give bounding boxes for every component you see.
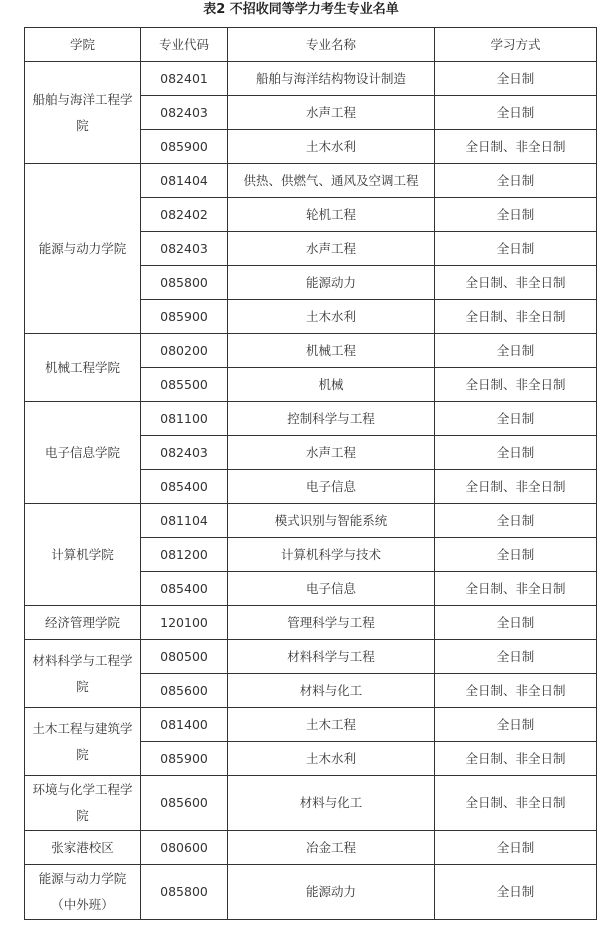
code-cell: 080600: [141, 831, 228, 865]
code-cell: 082403: [141, 232, 228, 266]
name-cell: 管理科学与工程: [228, 606, 435, 640]
mode-cell: 全日制、非全日制: [435, 776, 597, 831]
mode-cell: 全日制: [435, 334, 597, 368]
code-cell: 085400: [141, 470, 228, 504]
table-row: [25, 708, 597, 742]
mode-cell: 全日制、非全日制: [435, 130, 597, 164]
header-name: 专业名称: [228, 28, 435, 62]
mode-cell: 全日制、非全日制: [435, 266, 597, 300]
mode-cell: 全日制: [435, 538, 597, 572]
college-cell: 船舶与海洋工程学院: [25, 62, 141, 164]
name-cell: 水声工程: [228, 436, 435, 470]
code-cell: 085800: [141, 266, 228, 300]
mode-cell: 全日制、非全日制: [435, 674, 597, 708]
mode-cell: 全日制: [435, 865, 597, 920]
mode-cell: 全日制: [435, 436, 597, 470]
college-cell: 经济管理学院: [25, 606, 141, 640]
mode-cell: 全日制、非全日制: [435, 300, 597, 334]
name-cell: 船舶与海洋结构物设计制造: [228, 62, 435, 96]
code-cell: 085900: [141, 130, 228, 164]
college-cell: 土木工程与建筑学院: [25, 708, 141, 776]
code-cell: 085900: [141, 742, 228, 776]
header-mode: 学习方式: [435, 28, 597, 62]
mode-cell: 全日制、非全日制: [435, 742, 597, 776]
college-cell: 材料科学与工程学院: [25, 640, 141, 708]
mode-cell: 全日制: [435, 96, 597, 130]
mode-cell: 全日制、非全日制: [435, 470, 597, 504]
name-cell: 材料科学与工程: [228, 640, 435, 674]
table-body: [25, 62, 597, 920]
name-cell: 材料与化工: [228, 674, 435, 708]
code-cell: 082403: [141, 96, 228, 130]
table-row: [25, 164, 597, 198]
college-cell: 能源与动力学院（中外班）: [25, 865, 141, 920]
name-cell: 电子信息: [228, 572, 435, 606]
header-college: 学院: [25, 28, 141, 62]
name-cell: 轮机工程: [228, 198, 435, 232]
table-row: [25, 640, 597, 674]
mode-cell: 全日制、非全日制: [435, 368, 597, 402]
name-cell: 机械: [228, 368, 435, 402]
mode-cell: 全日制: [435, 708, 597, 742]
name-cell: 土木工程: [228, 708, 435, 742]
table-title: 表2 不招收同等学力考生专业名单: [203, 2, 399, 17]
mode-cell: 全日制: [435, 62, 597, 96]
mode-cell: 全日制: [435, 831, 597, 865]
mode-cell: 全日制: [435, 504, 597, 538]
table-row: [25, 831, 597, 865]
mode-cell: 全日制: [435, 640, 597, 674]
name-cell: 供热、供燃气、通风及空调工程: [228, 164, 435, 198]
name-cell: 水声工程: [228, 232, 435, 266]
code-cell: 082401: [141, 62, 228, 96]
name-cell: 水声工程: [228, 96, 435, 130]
code-cell: 080200: [141, 334, 228, 368]
code-cell: 120100: [141, 606, 228, 640]
header-code: 专业代码: [141, 28, 228, 62]
name-cell: 能源动力: [228, 865, 435, 920]
college-cell: 能源与动力学院: [25, 164, 141, 334]
code-cell: 085800: [141, 865, 228, 920]
major-table: [24, 27, 597, 920]
college-cell: 计算机学院: [25, 504, 141, 606]
code-cell: 081400: [141, 708, 228, 742]
code-cell: 081100: [141, 402, 228, 436]
name-cell: 机械工程: [228, 334, 435, 368]
name-cell: 计算机科学与技术: [228, 538, 435, 572]
mode-cell: 全日制、非全日制: [435, 572, 597, 606]
table-row: [25, 865, 597, 920]
table-row: [25, 334, 597, 368]
code-cell: 081104: [141, 504, 228, 538]
college-cell: 电子信息学院: [25, 402, 141, 504]
name-cell: 土木水利: [228, 300, 435, 334]
table-row: [25, 402, 597, 436]
header-row: [25, 28, 597, 62]
table-row: [25, 776, 597, 831]
name-cell: 电子信息: [228, 470, 435, 504]
code-cell: 082403: [141, 436, 228, 470]
mode-cell: 全日制: [435, 606, 597, 640]
code-cell: 081404: [141, 164, 228, 198]
college-cell: 环境与化学工程学院: [25, 776, 141, 831]
name-cell: 冶金工程: [228, 831, 435, 865]
college-cell: 机械工程学院: [25, 334, 141, 402]
code-cell: 080500: [141, 640, 228, 674]
mode-cell: 全日制: [435, 198, 597, 232]
code-cell: 082402: [141, 198, 228, 232]
code-cell: 081200: [141, 538, 228, 572]
mode-cell: 全日制: [435, 164, 597, 198]
name-cell: 土木水利: [228, 130, 435, 164]
name-cell: 模式识别与智能系统: [228, 504, 435, 538]
code-cell: 085900: [141, 300, 228, 334]
code-cell: 085500: [141, 368, 228, 402]
code-cell: 085600: [141, 674, 228, 708]
table-row: [25, 606, 597, 640]
name-cell: 土木水利: [228, 742, 435, 776]
mode-cell: 全日制: [435, 402, 597, 436]
mode-cell: 全日制: [435, 232, 597, 266]
college-cell: 张家港校区: [25, 831, 141, 865]
table-row: [25, 504, 597, 538]
name-cell: 材料与化工: [228, 776, 435, 831]
code-cell: 085400: [141, 572, 228, 606]
code-cell: 085600: [141, 776, 228, 831]
name-cell: 能源动力: [228, 266, 435, 300]
table-row: [25, 62, 597, 96]
name-cell: 控制科学与工程: [228, 402, 435, 436]
